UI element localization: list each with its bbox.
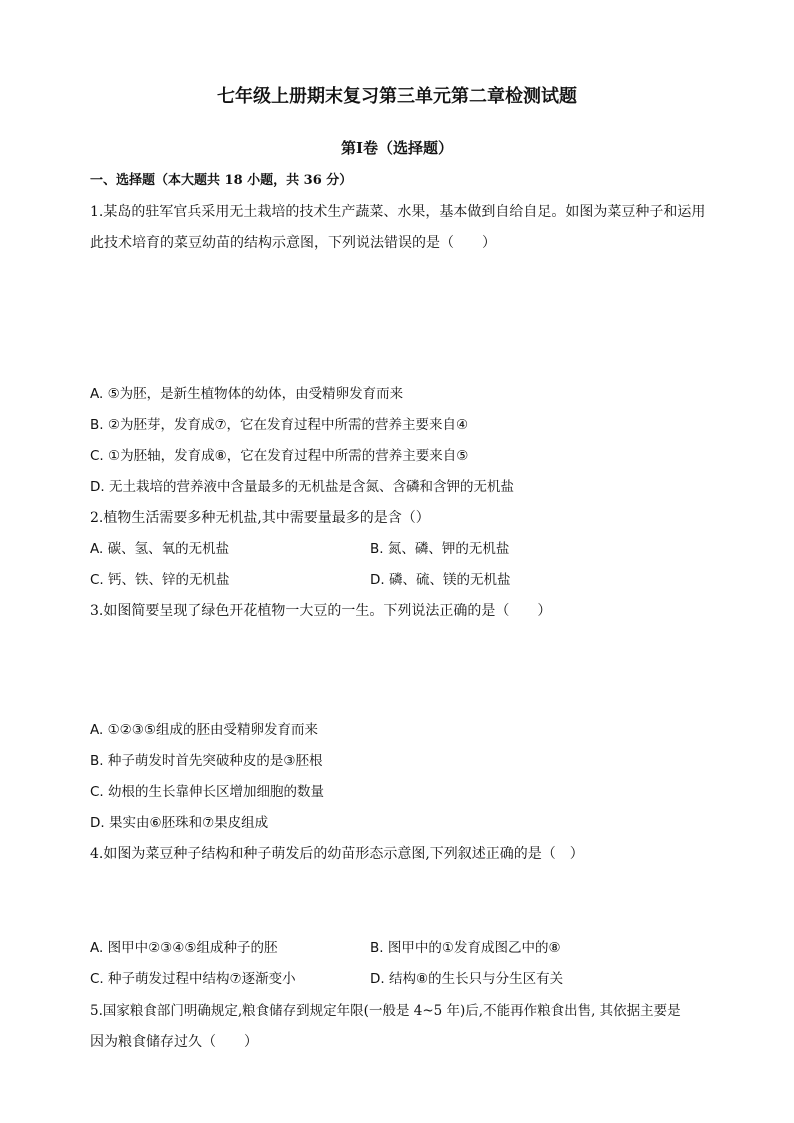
q1-option-b: B. ②为胚芽，发育成⑦，它在发育过程中所需的营养主要来自④	[90, 417, 469, 433]
q2-option-a: A. 碳、氢、氧的无机盐	[90, 541, 230, 557]
q4-stem: 4.如图为菜豆种子结构和种子萌发后的幼苗形态示意图,下列叙述正确的是（ ）	[90, 846, 584, 862]
q5-stem-line2: 因为粮食储存过久（ ）	[90, 1034, 258, 1050]
section-heading: 一、选择题（本大题共 18 小题，共 36 分）	[90, 173, 353, 188]
q2-stem: 2.植物生活需要多种无机盐,其中需要量最多的是含（）	[90, 510, 430, 526]
q1-stem-line1: 1.某岛的驻军官兵采用无土栽培的技术生产蔬菜、水果，基本做到自给自足。如图为菜豆种子和运用	[90, 204, 706, 220]
q1-option-a: A. ⑤为胚，是新生植物体的幼体，由受精卵发育而来	[90, 386, 404, 402]
page-title: 七年级上册期末复习第三单元第二章检测试题	[217, 86, 577, 107]
q3-option-a: A. ①②③⑤组成的胚由受精卵发育而来	[90, 722, 318, 738]
q4-option-d: D. 结构⑧的生长只与分生区有关	[370, 971, 564, 987]
q3-option-b: B. 种子萌发时首先突破种皮的是③胚根	[90, 753, 323, 769]
q5-stem-line1: 5.国家粮食部门明确规定,粮食储存到规定年限(一般是 4~5 年)后,不能再作粮食出售, 其依据主要是	[90, 1003, 681, 1019]
part-subtitle: 第Ⅰ卷（选择题）	[340, 139, 454, 157]
q3-option-d: D. 果实由⑥胚珠和⑦果皮组成	[90, 815, 269, 831]
q2-option-c: C. 钙、铁、锌的无机盐	[90, 572, 230, 588]
q1-option-d: D. 无土栽培的营养液中含量最多的无机盐是含氮、含磷和含钾的无机盐	[90, 479, 514, 495]
q1-option-c: C. ①为胚轴，发育成⑧，它在发育过程中所需的营养主要来自⑤	[90, 448, 469, 464]
q4-option-b: B. 图甲中的①发育成图乙中的⑧	[370, 940, 561, 956]
q1-stem-line2: 此技术培育的菜豆幼苗的结构示意图，下列说法错误的是（ ）	[90, 235, 496, 251]
q3-stem: 3.如图简要呈现了绿色开花植物一大豆的一生。下列说法正确的是（ ）	[90, 603, 552, 619]
q2-option-d: D. 磷、硫、镁的无机盐	[370, 572, 511, 588]
q4-option-c: C. 种子萌发过程中结构⑦逐渐变小	[90, 971, 296, 987]
q4-option-a: A. 图甲中②③④⑤组成种子的胚	[90, 940, 278, 956]
q2-option-b: B. 氮、磷、钾的无机盐	[370, 541, 510, 557]
q3-option-c: C. 幼根的生长靠伸长区增加细胞的数量	[90, 784, 325, 800]
